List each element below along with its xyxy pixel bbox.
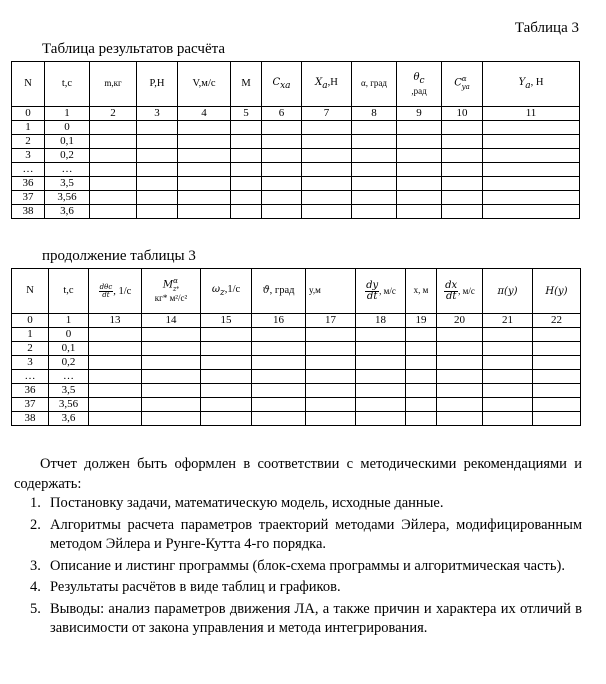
cell-t: 0,2 xyxy=(49,356,89,370)
colnum: 16 xyxy=(252,314,306,328)
table-row xyxy=(12,191,580,205)
header-dydt: $\frac{dy}{dt}$ , м/с xyxy=(356,269,406,314)
header-y: y,м xyxy=(306,269,356,314)
cell-n: 36 xyxy=(12,384,49,398)
cell-n: 36 xyxy=(12,177,45,191)
cell-n: 38 xyxy=(12,412,49,426)
table-header-row xyxy=(12,62,580,107)
colnum: 17 xyxy=(306,314,356,328)
results-table-continued xyxy=(11,268,581,426)
table-row xyxy=(12,163,580,177)
header-ya: $Y_a$, Н xyxy=(483,62,580,107)
header-pi: π(y) xyxy=(483,269,533,314)
colnum: 1 xyxy=(45,107,90,121)
cell-t: … xyxy=(45,163,90,177)
cell-t: 0,1 xyxy=(45,135,90,149)
results-table xyxy=(11,61,580,219)
cell-t: 3,6 xyxy=(49,412,89,426)
list-item: 4. Результаты расчётов в виде таблиц и графиков. xyxy=(30,579,341,595)
header-t: t,c xyxy=(49,269,89,314)
colnum: 8 xyxy=(352,107,397,121)
header-theta: $\theta_c$ ,рад xyxy=(397,62,442,107)
header-cya: $C^\alpha_{ya}$ xyxy=(442,62,483,107)
table-row xyxy=(12,342,581,356)
cell-t: 3,5 xyxy=(45,177,90,191)
list-item: 3. Описание и листинг программы (блок-схема программы и алгоритмическая часть). xyxy=(30,557,565,574)
colnum: 5 xyxy=(231,107,262,121)
table-row xyxy=(12,328,581,342)
table-row xyxy=(12,135,580,149)
colnum: 0 xyxy=(12,314,49,328)
colnum: 18 xyxy=(356,314,406,328)
colnum: 10 xyxy=(442,107,483,121)
header-dtheta-dt: $\frac{\text{dθc}}{dt}$ , 1/с xyxy=(89,269,142,314)
header-xa: $X_a,Н$ xyxy=(302,62,352,107)
table-row xyxy=(12,412,581,426)
header-mach: M xyxy=(231,62,262,107)
cell-n: 1 xyxy=(12,328,49,342)
header-alpha: α, град xyxy=(352,62,397,107)
cell-n: … xyxy=(12,163,45,177)
table-row xyxy=(12,149,580,163)
cell-t: 3,6 xyxy=(45,205,90,219)
header-m: m,кг xyxy=(90,62,137,107)
cell-n: 3 xyxy=(12,149,45,163)
header-t: t,c xyxy=(45,62,90,107)
colnum: 3 xyxy=(137,107,178,121)
colnum: 20 xyxy=(437,314,483,328)
header-pitch: ϑ, град xyxy=(252,269,306,314)
colnum: 9 xyxy=(397,107,442,121)
cell-n: 37 xyxy=(12,398,49,412)
cell-n: 2 xyxy=(12,135,45,149)
colnum: 13 xyxy=(89,314,142,328)
list-item: 1. Постановку задачи, математическую модель, исходные данные. xyxy=(30,495,444,511)
header-cxa: $C_{xa}$ xyxy=(262,62,302,107)
colnum: 4 xyxy=(178,107,231,121)
header-n: N xyxy=(12,269,49,314)
header-x: x, м xyxy=(406,269,437,314)
cell-t: 0,2 xyxy=(45,149,90,163)
table-row xyxy=(12,205,580,219)
cell-t: 0 xyxy=(45,121,90,135)
header-mz-alpha: $M^\alpha_z$, кг* м²/с² xyxy=(142,269,201,314)
colnum: 1 xyxy=(49,314,89,328)
table-header-row xyxy=(12,269,581,314)
table-row xyxy=(12,356,581,370)
colnum: 2 xyxy=(90,107,137,121)
list-item: 2. Алгоритмы расчета параметров траекторий методами Эйлера, модифицированным методом Эйлера и Рунге-Кутта 4-го порядка. xyxy=(30,516,582,552)
cell-n: 1 xyxy=(12,121,45,135)
colnum: 0 xyxy=(12,107,45,121)
colnum: 21 xyxy=(483,314,533,328)
colnum: 6 xyxy=(262,107,302,121)
cell-t: … xyxy=(49,370,89,384)
colnum: 7 xyxy=(302,107,352,121)
cell-t: 3,56 xyxy=(45,191,90,205)
colnum: 22 xyxy=(533,314,581,328)
cell-t: 0 xyxy=(49,328,89,342)
table-number-caption: Таблица 3 xyxy=(514,20,579,36)
header-h: H(y) xyxy=(533,269,581,314)
colnum: 11 xyxy=(483,107,580,121)
table-row xyxy=(12,121,580,135)
cell-t: 3,56 xyxy=(49,398,89,412)
cell-n: 3 xyxy=(12,356,49,370)
table-row xyxy=(12,384,581,398)
header-p: P,H xyxy=(137,62,178,107)
colnum: 15 xyxy=(201,314,252,328)
table-row xyxy=(12,177,580,191)
header-n: N xyxy=(12,62,45,107)
cell-t: 3,5 xyxy=(49,384,89,398)
cell-t: 0,1 xyxy=(49,342,89,356)
colnum: 14 xyxy=(142,314,201,328)
header-v: V,м/с xyxy=(178,62,231,107)
column-number-row xyxy=(12,107,580,121)
table-row xyxy=(12,370,581,384)
cell-n: 37 xyxy=(12,191,45,205)
column-number-row xyxy=(12,314,581,328)
cell-n: 38 xyxy=(12,205,45,219)
header-dxdt: $\frac{dx}{dt}$ , м/с xyxy=(437,269,483,314)
report-requirements-list xyxy=(30,494,582,641)
header-omega-z: $\omega_z,1/с$ xyxy=(201,269,252,314)
table-row xyxy=(12,398,581,412)
report-intro-paragraph: Отчет должен быть оформлен в соответствии с методическими рекомендациями и содержать: xyxy=(14,456,582,492)
cell-n: … xyxy=(12,370,49,384)
table2-title: продолжение таблицы 3 xyxy=(42,248,196,264)
cell-n: 2 xyxy=(12,342,49,356)
table1-title: Таблица результатов расчёта xyxy=(42,41,226,57)
list-item: 5. Выводы: анализ параметров движения ЛА, а также причин и характера их отличий в зависимости от закона управления и метода интегрирования. xyxy=(30,600,582,636)
colnum: 19 xyxy=(406,314,437,328)
